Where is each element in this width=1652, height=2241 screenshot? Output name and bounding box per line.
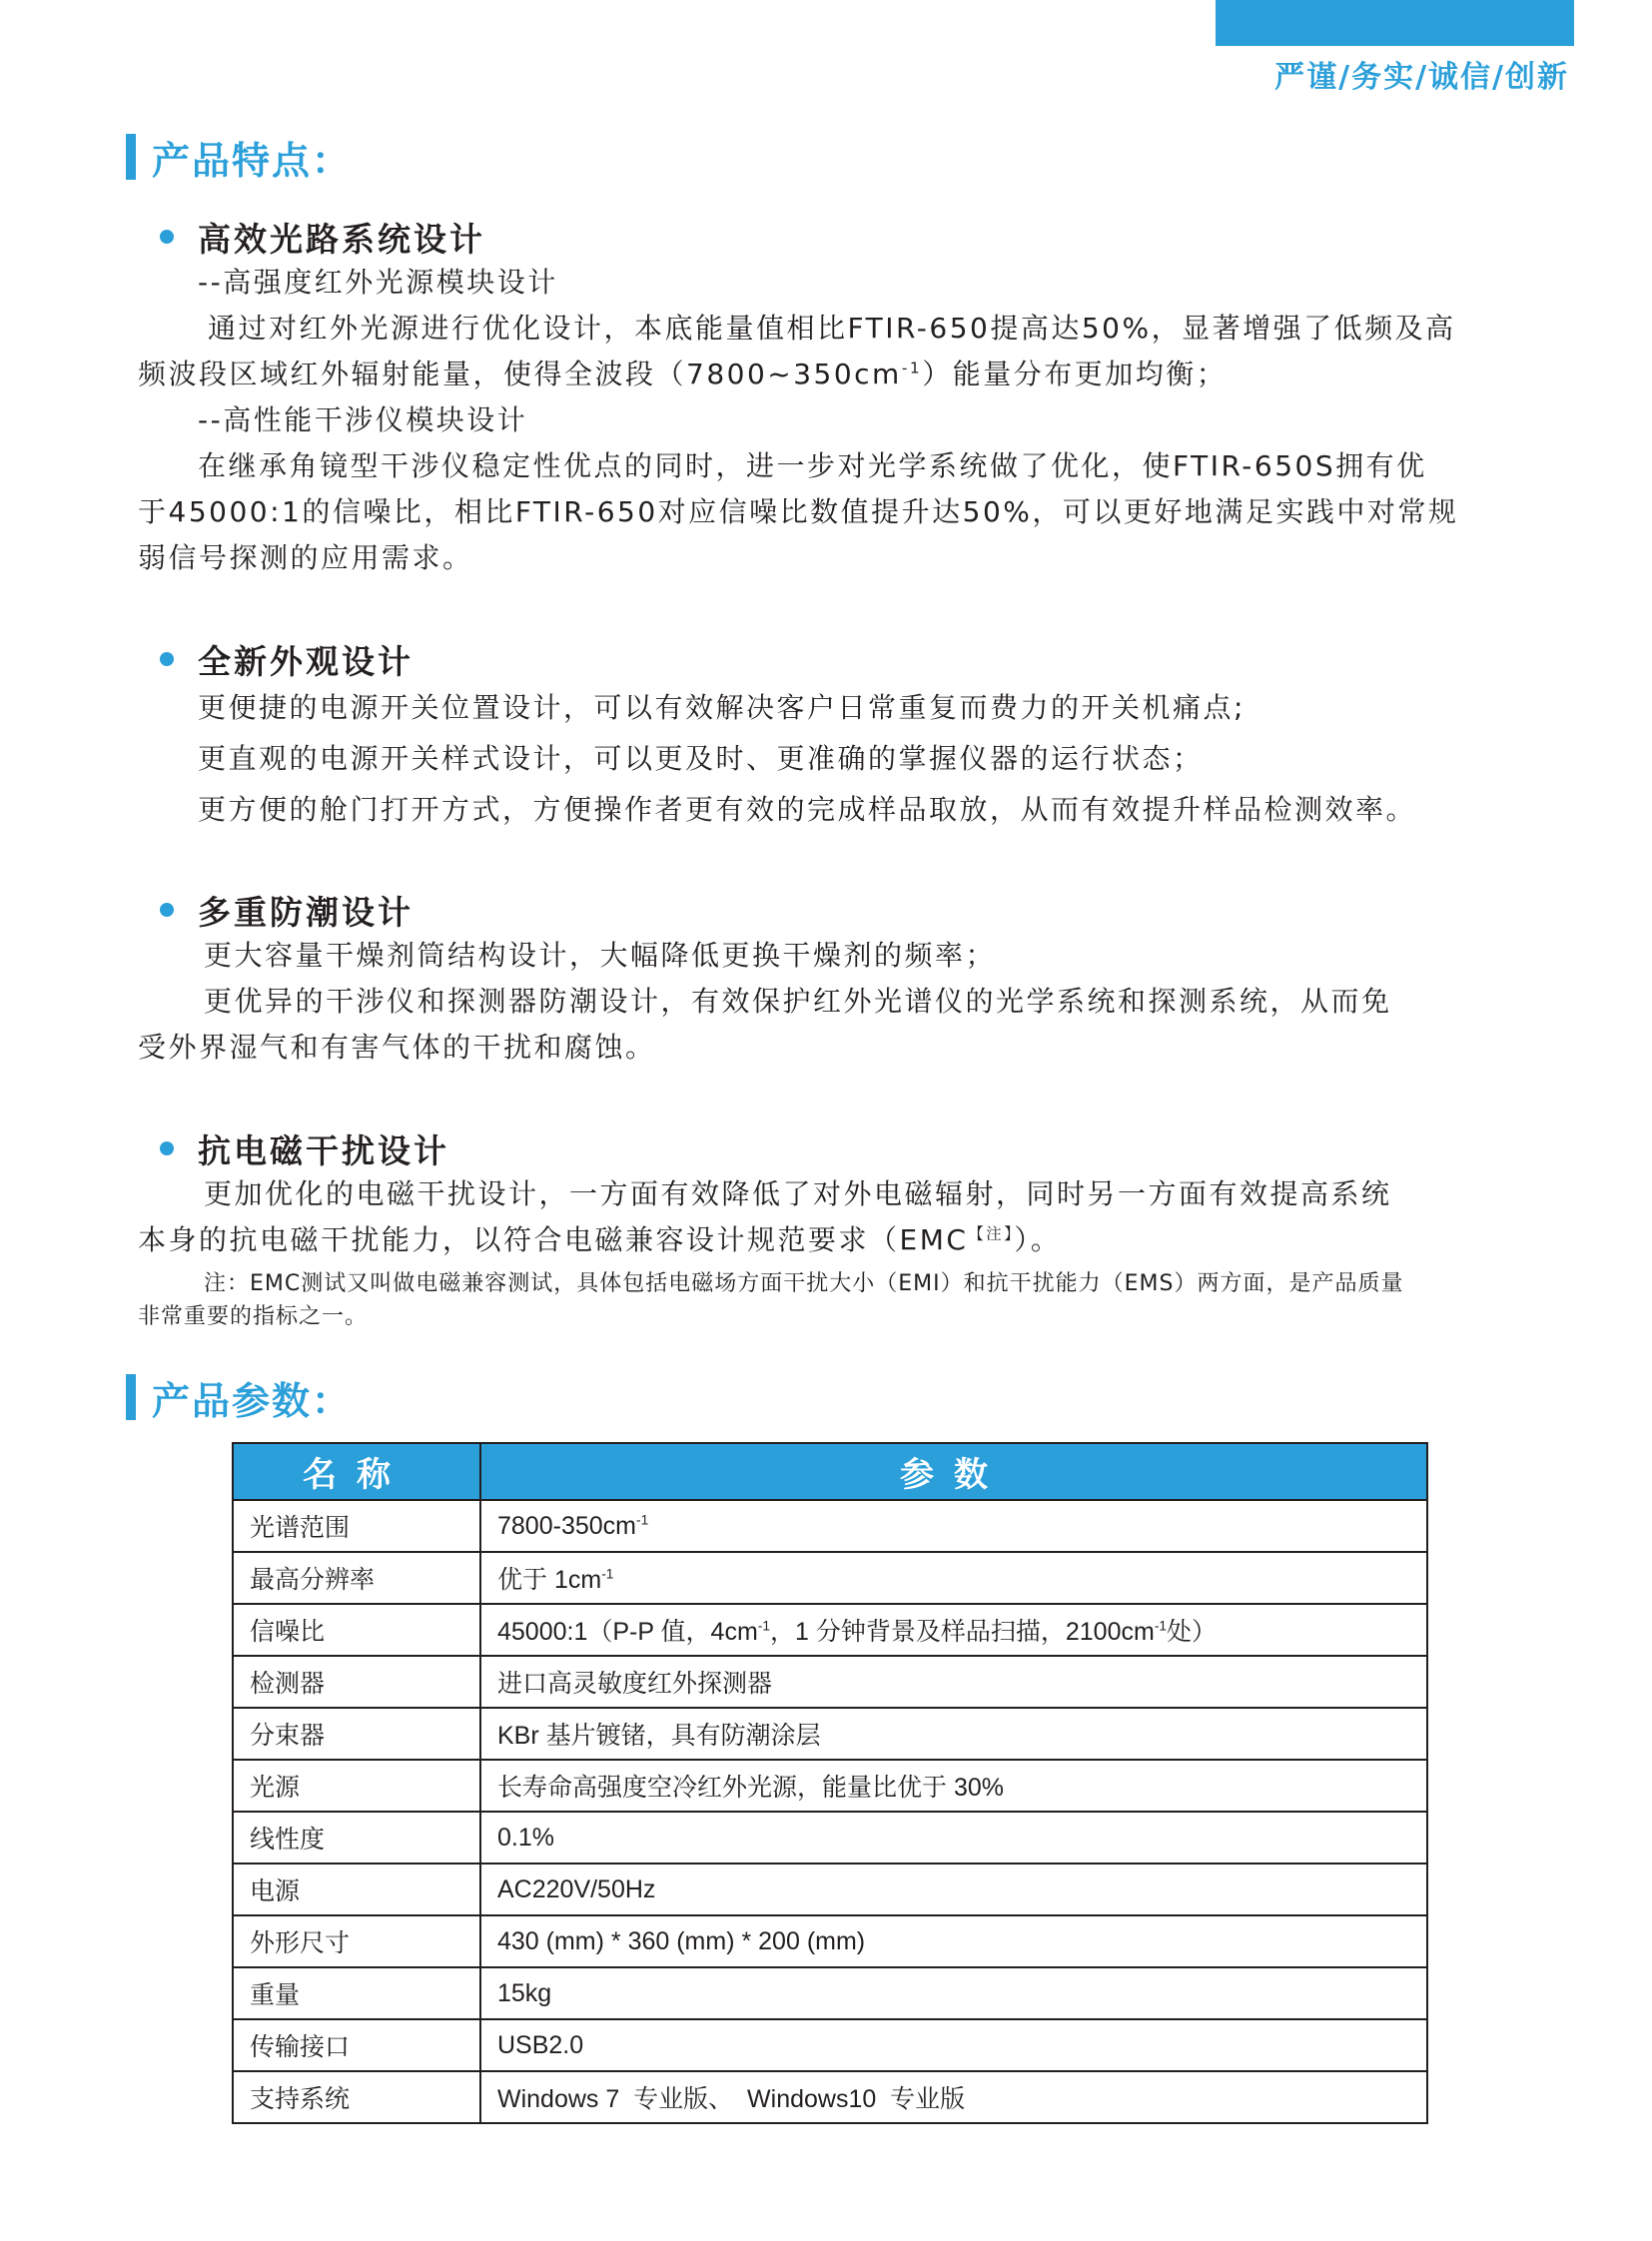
param-value: 15kg bbox=[480, 1967, 1427, 2019]
param-name: 分束器 bbox=[233, 1708, 480, 1760]
table-row bbox=[233, 1604, 1427, 1656]
section-marker bbox=[126, 134, 136, 180]
bullet-dot-icon bbox=[160, 230, 174, 244]
feature-subheading: --高性能干涉仪模块设计 bbox=[198, 403, 528, 436]
table-row bbox=[233, 1967, 1427, 2019]
paragraph-line: 更优异的干涉仪和探测器防潮设计，有效保护红外光谱仪的光学系统和探测系统，从而免 bbox=[204, 985, 1392, 1018]
bullet-dot-icon bbox=[160, 1141, 174, 1155]
feature-title: 高效光路系统设计 bbox=[198, 219, 485, 259]
param-name: 支持系统 bbox=[233, 2071, 480, 2123]
paragraph-line: 受外界湿气和有害气体的干扰和腐蚀。 bbox=[138, 1031, 656, 1064]
param-value: AC220V/50Hz bbox=[480, 1864, 1427, 1915]
param-name: 外形尺寸 bbox=[233, 1915, 480, 1967]
paragraph-line: 更大容量干燥剂筒结构设计，大幅降低更换干燥剂的频率； bbox=[204, 939, 997, 972]
param-value: 长寿命高强度空冷红外光源，能量比优于 30% bbox=[480, 1760, 1427, 1812]
param-name: 信噪比 bbox=[233, 1604, 480, 1656]
feature-title: 多重防潮设计 bbox=[198, 892, 413, 932]
table-row bbox=[233, 1708, 1427, 1760]
feature-title: 全新外观设计 bbox=[198, 641, 413, 681]
column-header-name: 名称 bbox=[233, 1443, 480, 1500]
feature-heading bbox=[160, 636, 1556, 682]
table-row bbox=[233, 1864, 1427, 1915]
param-value: KBr 基片镀锗，具有防潮涂层 bbox=[480, 1708, 1427, 1760]
section-marker bbox=[126, 1374, 136, 1420]
feature-subheading: --高强度红外光源模块设计 bbox=[198, 266, 558, 299]
params-section-title: 产品参数： bbox=[152, 1378, 353, 1423]
feature-title: 抗电磁干扰设计 bbox=[198, 1130, 449, 1170]
feature-heading bbox=[160, 887, 1556, 933]
feature-appearance bbox=[138, 636, 1556, 835]
paragraph-line: 弱信号探测的应用需求。 bbox=[138, 541, 473, 574]
param-value: USB2.0 bbox=[480, 2019, 1427, 2071]
param-value: Windows 7 专业版、 Windows10 专业版 bbox=[480, 2071, 1427, 2123]
table-header-row bbox=[233, 1443, 1427, 1500]
feature-heading bbox=[160, 1125, 1556, 1171]
feature-emc bbox=[138, 1125, 1556, 1333]
param-name: 最高分辨率 bbox=[233, 1552, 480, 1604]
paragraph-line: 更方便的舱门打开方式，方便操作者更有效的完成样品取放，从而有效提升样品检测效率。 bbox=[198, 793, 1417, 826]
param-name: 传输接口 bbox=[233, 2019, 480, 2071]
param-name: 检测器 bbox=[233, 1656, 480, 1708]
features-section-heading bbox=[126, 134, 353, 183]
param-value: 进口高灵敏度红外探测器 bbox=[480, 1656, 1427, 1708]
footnote-line: 注：EMC测试又叫做电磁兼容测试，具体包括电磁场方面干扰大小（EMI）和抗干扰能力（EMS）两方面，是产品质量 bbox=[204, 1271, 1404, 1296]
param-name: 光谱范围 bbox=[233, 1500, 480, 1552]
param-value: 430 (mm) * 360 (mm) * 200 (mm) bbox=[480, 1915, 1427, 1967]
column-header-value: 参数 bbox=[480, 1443, 1427, 1500]
header-accent-bar bbox=[1216, 0, 1574, 46]
param-value: 45000:1（P-P 值，$4cm^{-1}$，1 分钟背景及样品扫描，$2100cm^{-1}$处） bbox=[480, 1604, 1427, 1656]
table-row bbox=[233, 2071, 1427, 2123]
table-row bbox=[233, 1552, 1427, 1604]
table-row bbox=[233, 1656, 1427, 1708]
paragraph-line: 通过对红外光源进行优化设计，本底能量值相比FTIR-650提高达50%，显著增强了低频及高 bbox=[208, 312, 1456, 345]
table-row bbox=[233, 2019, 1427, 2071]
param-value: 0.1% bbox=[480, 1812, 1427, 1864]
paragraph-line: 频波段区域红外辐射能量，使得全波段$(7800\sim 350cm^{-1})$能量分布更加均衡； bbox=[138, 358, 1228, 390]
param-name: 光源 bbox=[233, 1760, 480, 1812]
param-value: $7800-350cm^{-1}$ bbox=[480, 1500, 1427, 1552]
paragraph-line: 于45000:1的信噪比，相比FTIR-650对应信噪比数值提升达50%，可以更好地满足实践中对常规 bbox=[138, 495, 1459, 528]
feature-moisture-proof bbox=[138, 887, 1556, 1071]
paragraph-line: 本身的抗电磁干扰能力，以符合电磁兼容设计规范要求$(EMC^{【注】})$。 bbox=[138, 1223, 1062, 1256]
footnote-line: 非常重要的指标之一。 bbox=[138, 1304, 369, 1329]
paragraph-line: 更便捷的电源开关位置设计，可以有效解决客户日常重复而费力的开关机痛点; bbox=[198, 691, 1245, 724]
paragraph-line: 更加优化的电磁干扰设计，一方面有效降低了对外电磁辐射，同时另一方面有效提高系统 bbox=[204, 1177, 1392, 1210]
paragraph-line: 更直观的电源开关样式设计，可以更及时、更准确的掌握仪器的运行状态； bbox=[198, 742, 1204, 775]
bullet-dot-icon bbox=[160, 903, 174, 917]
params-section-heading bbox=[126, 1374, 353, 1423]
table-row bbox=[233, 1812, 1427, 1864]
feature-heading bbox=[160, 214, 1556, 260]
feature-optical-system bbox=[138, 214, 1556, 581]
param-value: 优于 $1cm^{-1}$ bbox=[480, 1552, 1427, 1604]
bullet-dot-icon bbox=[160, 652, 174, 666]
table-row bbox=[233, 1760, 1427, 1812]
header-slogan: 严谨/务实/诚信/创新 bbox=[1274, 60, 1569, 95]
param-name: 电源 bbox=[233, 1864, 480, 1915]
features-section-title: 产品特点： bbox=[152, 138, 353, 183]
params-table bbox=[232, 1442, 1428, 2124]
table-row bbox=[233, 1915, 1427, 1967]
param-name: 重量 bbox=[233, 1967, 480, 2019]
paragraph-line: 在继承角镜型干涉仪稳定性优点的同时，进一步对光学系统做了优化，使FTIR-650S拥有优 bbox=[198, 449, 1427, 482]
table-row bbox=[233, 1500, 1427, 1552]
param-name: 线性度 bbox=[233, 1812, 480, 1864]
